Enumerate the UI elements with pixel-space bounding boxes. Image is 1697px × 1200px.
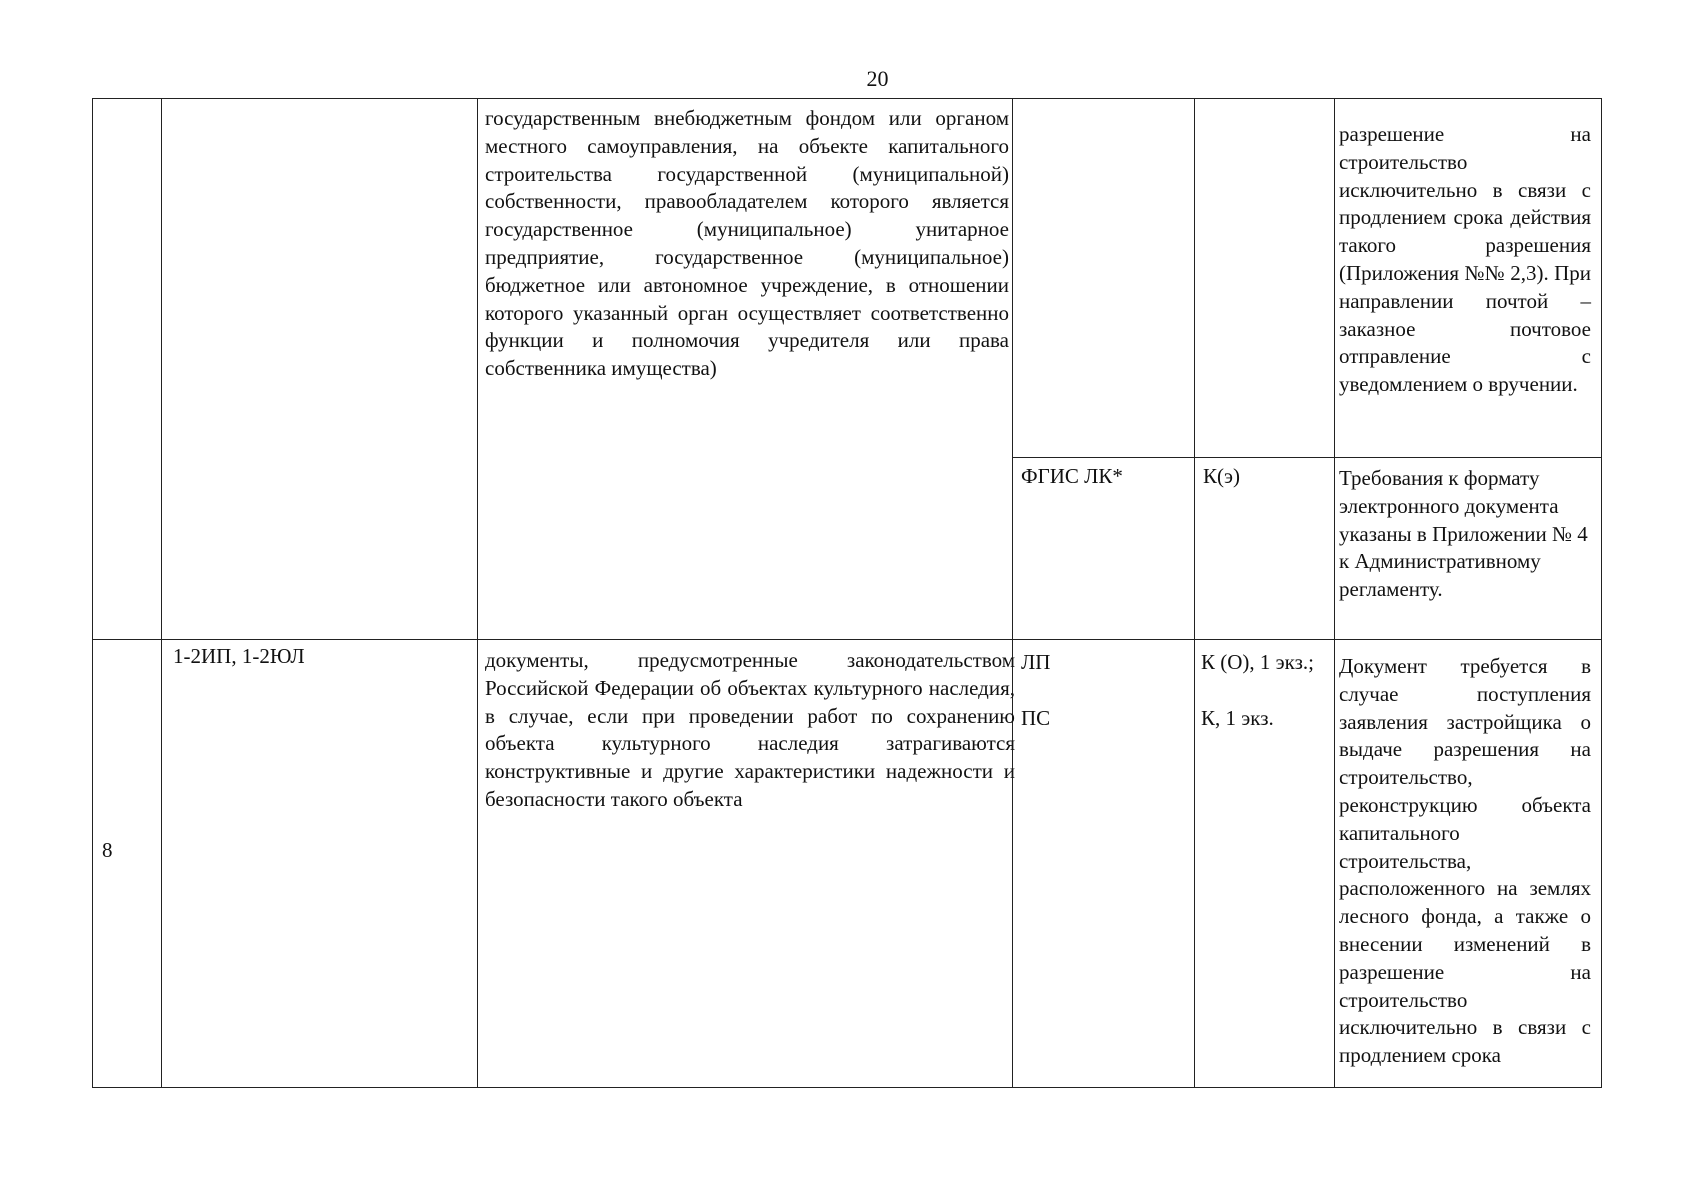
description-cell: государственным внебюджетным фондом или органом местного самоуправления, на объекте капитального строительства государственной (муниципальной) собственности, правообладателем которого является государственное (муниципальное) унитарное предприятие, государственное (муниципальное) бюджетное или автономное учреждение, в отношении которого указанный орган осуществляет соответственно функции и полномочия учредителя или права собственника имущества) xyxy=(485,106,1009,381)
row-number: 8 xyxy=(102,838,113,862)
column-divider xyxy=(1194,99,1195,1087)
row-divider xyxy=(93,639,1601,640)
form-cell: К(э) xyxy=(1203,464,1241,488)
note-cell: разрешение на строительство исключительно в связи с продлением срока действия такого разрешения (Приложения №№ 2,3). При направлении почтой – заказное почтовое отправление с уведомлением о вручении. xyxy=(1339,122,1591,397)
column-divider xyxy=(1334,99,1335,1087)
method-cell: ПС xyxy=(1021,706,1051,730)
row-divider xyxy=(1012,457,1601,458)
note-cell: Документ требуется в случае поступления заявления застройщика о выдаче разрешения на строительство, реконструкцию объекта капитального строительства, расположенного на землях лесного фонда, а также о внесении изменений в разрешение на строительство исключительно в связи с продлением срока xyxy=(1339,654,1591,1068)
form-cell: К, 1 экз. xyxy=(1201,706,1274,730)
method-cell: ЛП xyxy=(1021,650,1051,674)
note-cell: Требования к формату электронного документа указаны в Приложении № 4 к Административному регламенту. xyxy=(1339,466,1588,602)
page-number: 20 xyxy=(866,66,889,91)
column-divider xyxy=(161,99,162,1087)
description-cell: документы, предусмотренные законодательством Российской Федерации об объектах культурного наследия, в случае, если при проведении работ по сохранению объекта культурного наследия затрагиваются конструктивные и другие характеристики надежности и безопасности такого объекта xyxy=(485,648,1015,811)
column-divider xyxy=(1012,99,1013,1087)
category-cell: 1-2ИП, 1-2ЮЛ xyxy=(173,644,305,668)
form-cell: К (О), 1 экз.; xyxy=(1201,650,1314,674)
method-cell: ФГИС ЛК* xyxy=(1021,464,1123,488)
requirements-table xyxy=(92,98,1602,1088)
column-divider xyxy=(477,99,478,1087)
